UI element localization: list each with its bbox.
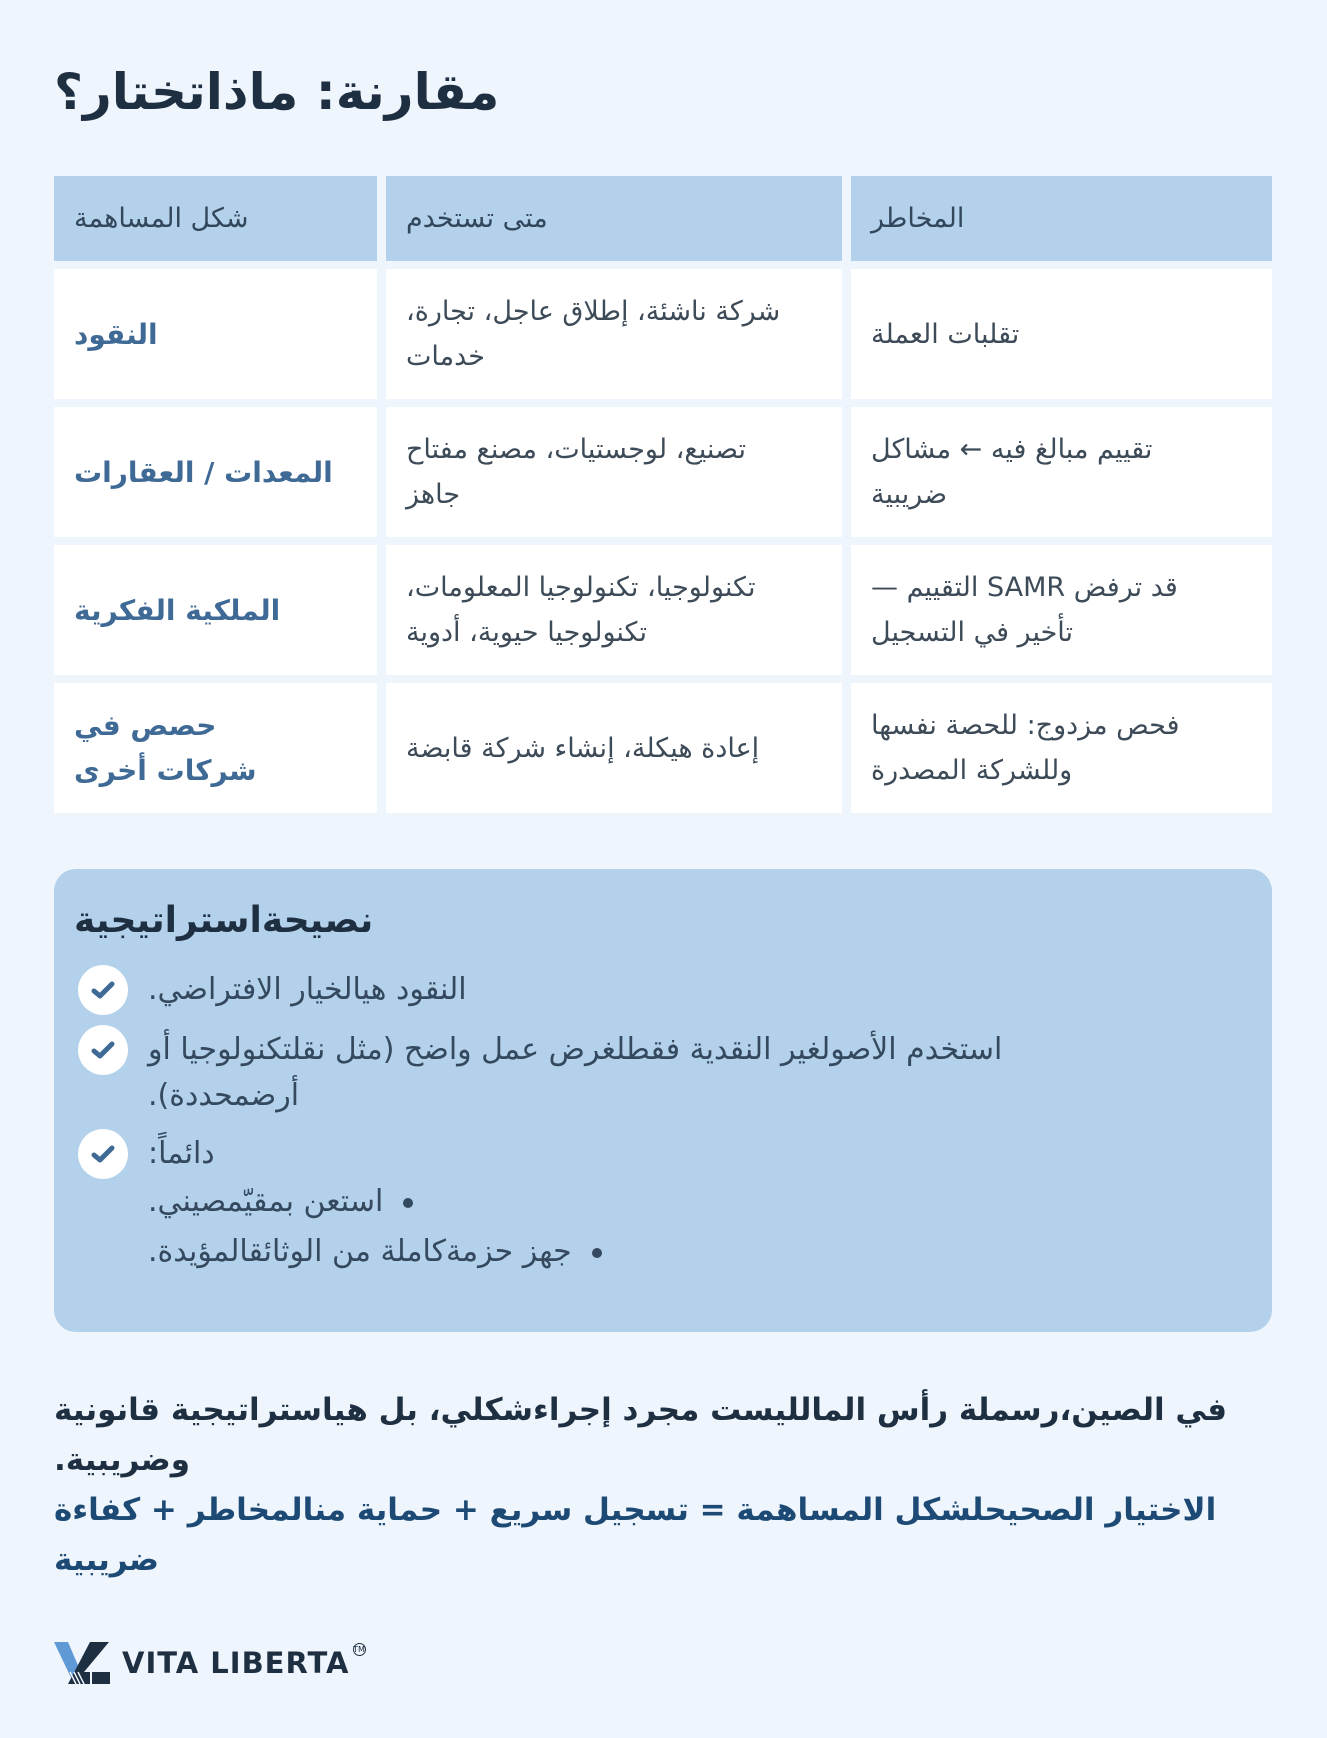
trademark-icon: TM — [353, 1644, 365, 1654]
table-cell — [851, 407, 1272, 537]
table-header-contribution-form — [54, 176, 377, 261]
header-label: متى تستخدم — [406, 203, 548, 234]
cell-text: المعدات / العقارات — [74, 455, 333, 489]
vita-liberta-logo-icon — [54, 1642, 110, 1684]
footer-summary — [54, 1385, 1234, 1585]
table-cell — [54, 545, 377, 675]
tip-title: نصيحةاستراتيجية — [74, 900, 374, 941]
cell-text: تصنيع، لوجستيات، مصنع مفتاح جاهز — [406, 434, 746, 510]
brand-logo — [54, 1638, 366, 1688]
check-icon — [78, 965, 128, 1015]
tip-subitem — [148, 1177, 1252, 1227]
cell-text: النقود — [74, 317, 158, 351]
tip-item-text: دائماً: — [148, 1136, 215, 1171]
cell-text: حصص في شركات أخرى — [74, 709, 257, 787]
page-title: مقارنة: ماذاتختار؟ — [54, 63, 500, 121]
footer-line-2: الاختيار الصحيحلشكل المساهمة = تسجيل سريع + حماية منالمخاطر + كفاءة ضريبية — [54, 1492, 1217, 1578]
table-cell — [851, 683, 1272, 813]
cell-text: تقلبات العملة — [871, 318, 1020, 350]
tip-subitem — [148, 1227, 1252, 1277]
check-icon — [78, 1025, 128, 1075]
tip-item — [74, 1025, 1252, 1119]
cell-text: شركة ناشئة، إطلاق عاجل، تجارة، خدمات — [406, 296, 781, 372]
tip-subitems — [148, 1177, 1252, 1277]
header-label: المخاطر — [871, 203, 965, 234]
table-cell — [386, 683, 842, 813]
footer-line-1: في الصين،رسملة رأس المالليست مجرد إجراءشكلي، بل هياستراتيجية قانونية وضريبية. — [54, 1392, 1228, 1478]
tip-item-text: النقود هيالخيار الافتراضي. — [148, 972, 467, 1007]
cell-text: الملكية الفكرية — [74, 593, 281, 627]
tip-item-content — [148, 1129, 1252, 1277]
cell-text: إعادة هيكلة، إنشاء شركة قابضة — [406, 732, 760, 764]
table-cell — [386, 407, 842, 537]
tip-item-text: استخدم الأصولغير النقدية فقطلغرض عمل واضح (مثل نقلتكنولوجيا أو أرضمحددة). — [148, 1032, 1003, 1113]
cell-text: تقييم مبالغ فيه ← مشاكل ضريبية — [871, 434, 1153, 510]
cell-text: تكنولوجيا، تكنولوجيا المعلومات، تكنولوجيا حيوية، أدوية — [406, 572, 756, 648]
tip-item — [74, 1129, 1252, 1277]
tip-subitem-text: جهز حزمةكاملة من الوثائقالمؤيدة. — [148, 1234, 572, 1269]
tip-subitem-text: استعن بمقيّمصيني. — [148, 1184, 384, 1219]
table-cell — [54, 407, 377, 537]
header-label: شكل المساهمة — [74, 203, 249, 234]
table-header-when-to-use — [386, 176, 842, 261]
table-cell — [54, 683, 377, 813]
table-cell — [851, 269, 1272, 399]
table-cell — [386, 545, 842, 675]
bullet-icon — [403, 1198, 413, 1208]
strategic-tip-box — [54, 869, 1272, 1332]
tip-item — [74, 965, 1252, 1015]
comparison-table — [54, 176, 1272, 813]
logo-text: VITA LIBERTA — [122, 1646, 350, 1680]
table-cell — [851, 545, 1272, 675]
check-icon — [78, 1129, 128, 1179]
table-cell — [54, 269, 377, 399]
bullet-icon — [592, 1248, 602, 1258]
table-cell — [386, 269, 842, 399]
table-header-risks — [851, 176, 1272, 261]
cell-text: فحص مزدوج: للحصة نفسها وللشركة المصدرة — [871, 710, 1180, 786]
cell-text: قد ترفض SAMR التقييم — تأخير في التسجيل — [871, 572, 1178, 648]
